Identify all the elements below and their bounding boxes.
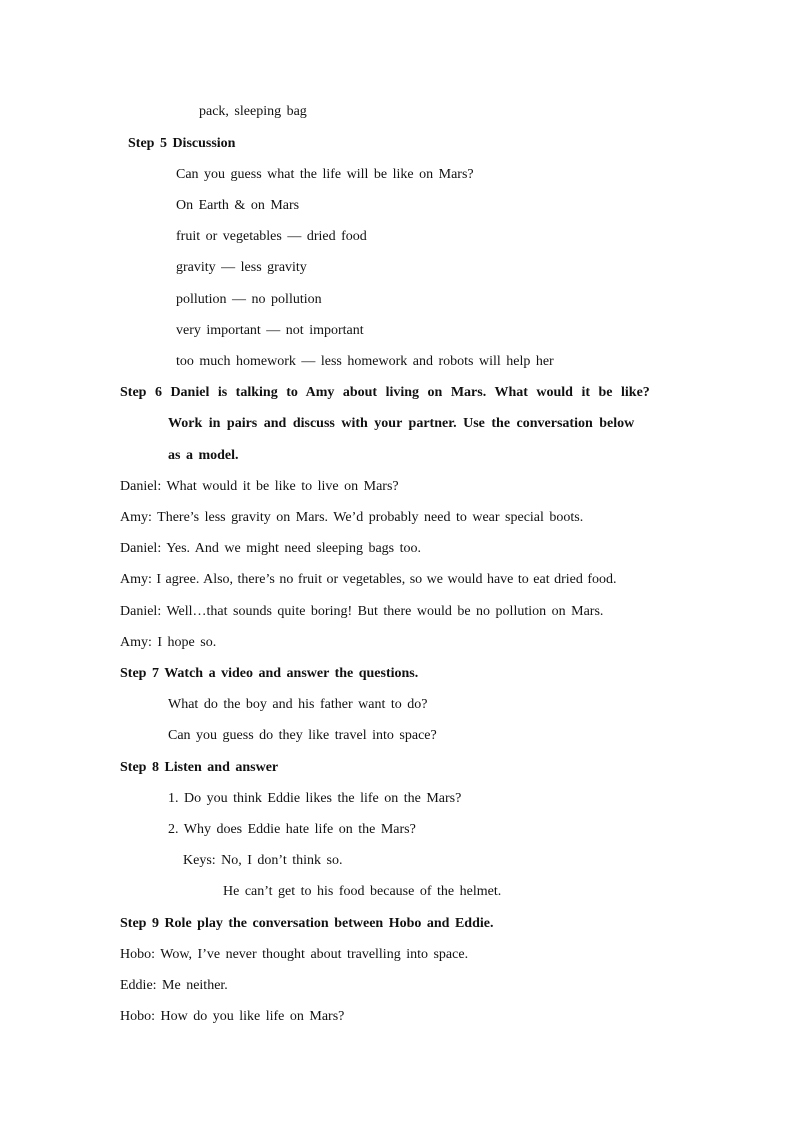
dialogue-line: Hobo: How do you like life on Mars? (120, 1009, 345, 1024)
text-line: gravity — less gravity (176, 260, 307, 275)
step-heading-continued: as a model. (168, 448, 239, 463)
step-heading: Step 8 Listen and answer (120, 760, 279, 775)
dialogue-line: Eddie: Me neither. (120, 978, 228, 993)
dialogue-line: Hobo: Wow, I’ve never thought about travelling into space. (120, 947, 469, 962)
dialogue-line: Amy: I agree. Also, there’s no fruit or vegetables, so we would have to eat dried food. (120, 572, 617, 587)
dialogue-line: Daniel: What would it be like to live on Mars? (120, 479, 399, 494)
step-heading: Step 9 Role play the conversation between Hobo and Eddie. (120, 916, 494, 931)
question-line: 2. Why does Eddie hate life on the Mars? (168, 822, 416, 837)
question-line: 1. Do you think Eddie likes the life on the Mars? (168, 791, 462, 806)
step-heading: Step 7 Watch a video and answer the questions. (120, 666, 419, 681)
text-line: On Earth & on Mars (176, 198, 300, 213)
text-line: pollution — no pollution (176, 292, 322, 307)
dialogue-line: Daniel: Yes. And we might need sleeping bags too. (120, 541, 422, 556)
answer-key: Keys: No, I don’t think so. (183, 853, 343, 868)
step-heading-continued: Work in pairs and discuss with your partner. Use the conversation below (168, 416, 635, 431)
step-heading: Step 6 Daniel is talking to Amy about living on Mars. What would it be like? (120, 385, 650, 400)
text-line: pack, sleeping bag (199, 104, 307, 119)
text-line: too much homework — less homework and robots will help her (176, 354, 554, 369)
dialogue-line: Amy: I hope so. (120, 635, 217, 650)
text-line: very important — not important (176, 323, 364, 338)
question-line: Can you guess do they like travel into space? (168, 728, 437, 743)
dialogue-line: Daniel: Well…that sounds quite boring! But there would be no pollution on Mars. (120, 604, 604, 619)
answer-key: He can’t get to his food because of the helmet. (223, 884, 502, 899)
question-line: What do the boy and his father want to do? (168, 697, 428, 712)
text-line: fruit or vegetables — dried food (176, 229, 367, 244)
step-heading: Step 5 Discussion (128, 136, 236, 151)
dialogue-line: Amy: There’s less gravity on Mars. We’d probably need to wear special boots. (120, 510, 584, 525)
text-line: Can you guess what the life will be like on Mars? (176, 167, 474, 182)
